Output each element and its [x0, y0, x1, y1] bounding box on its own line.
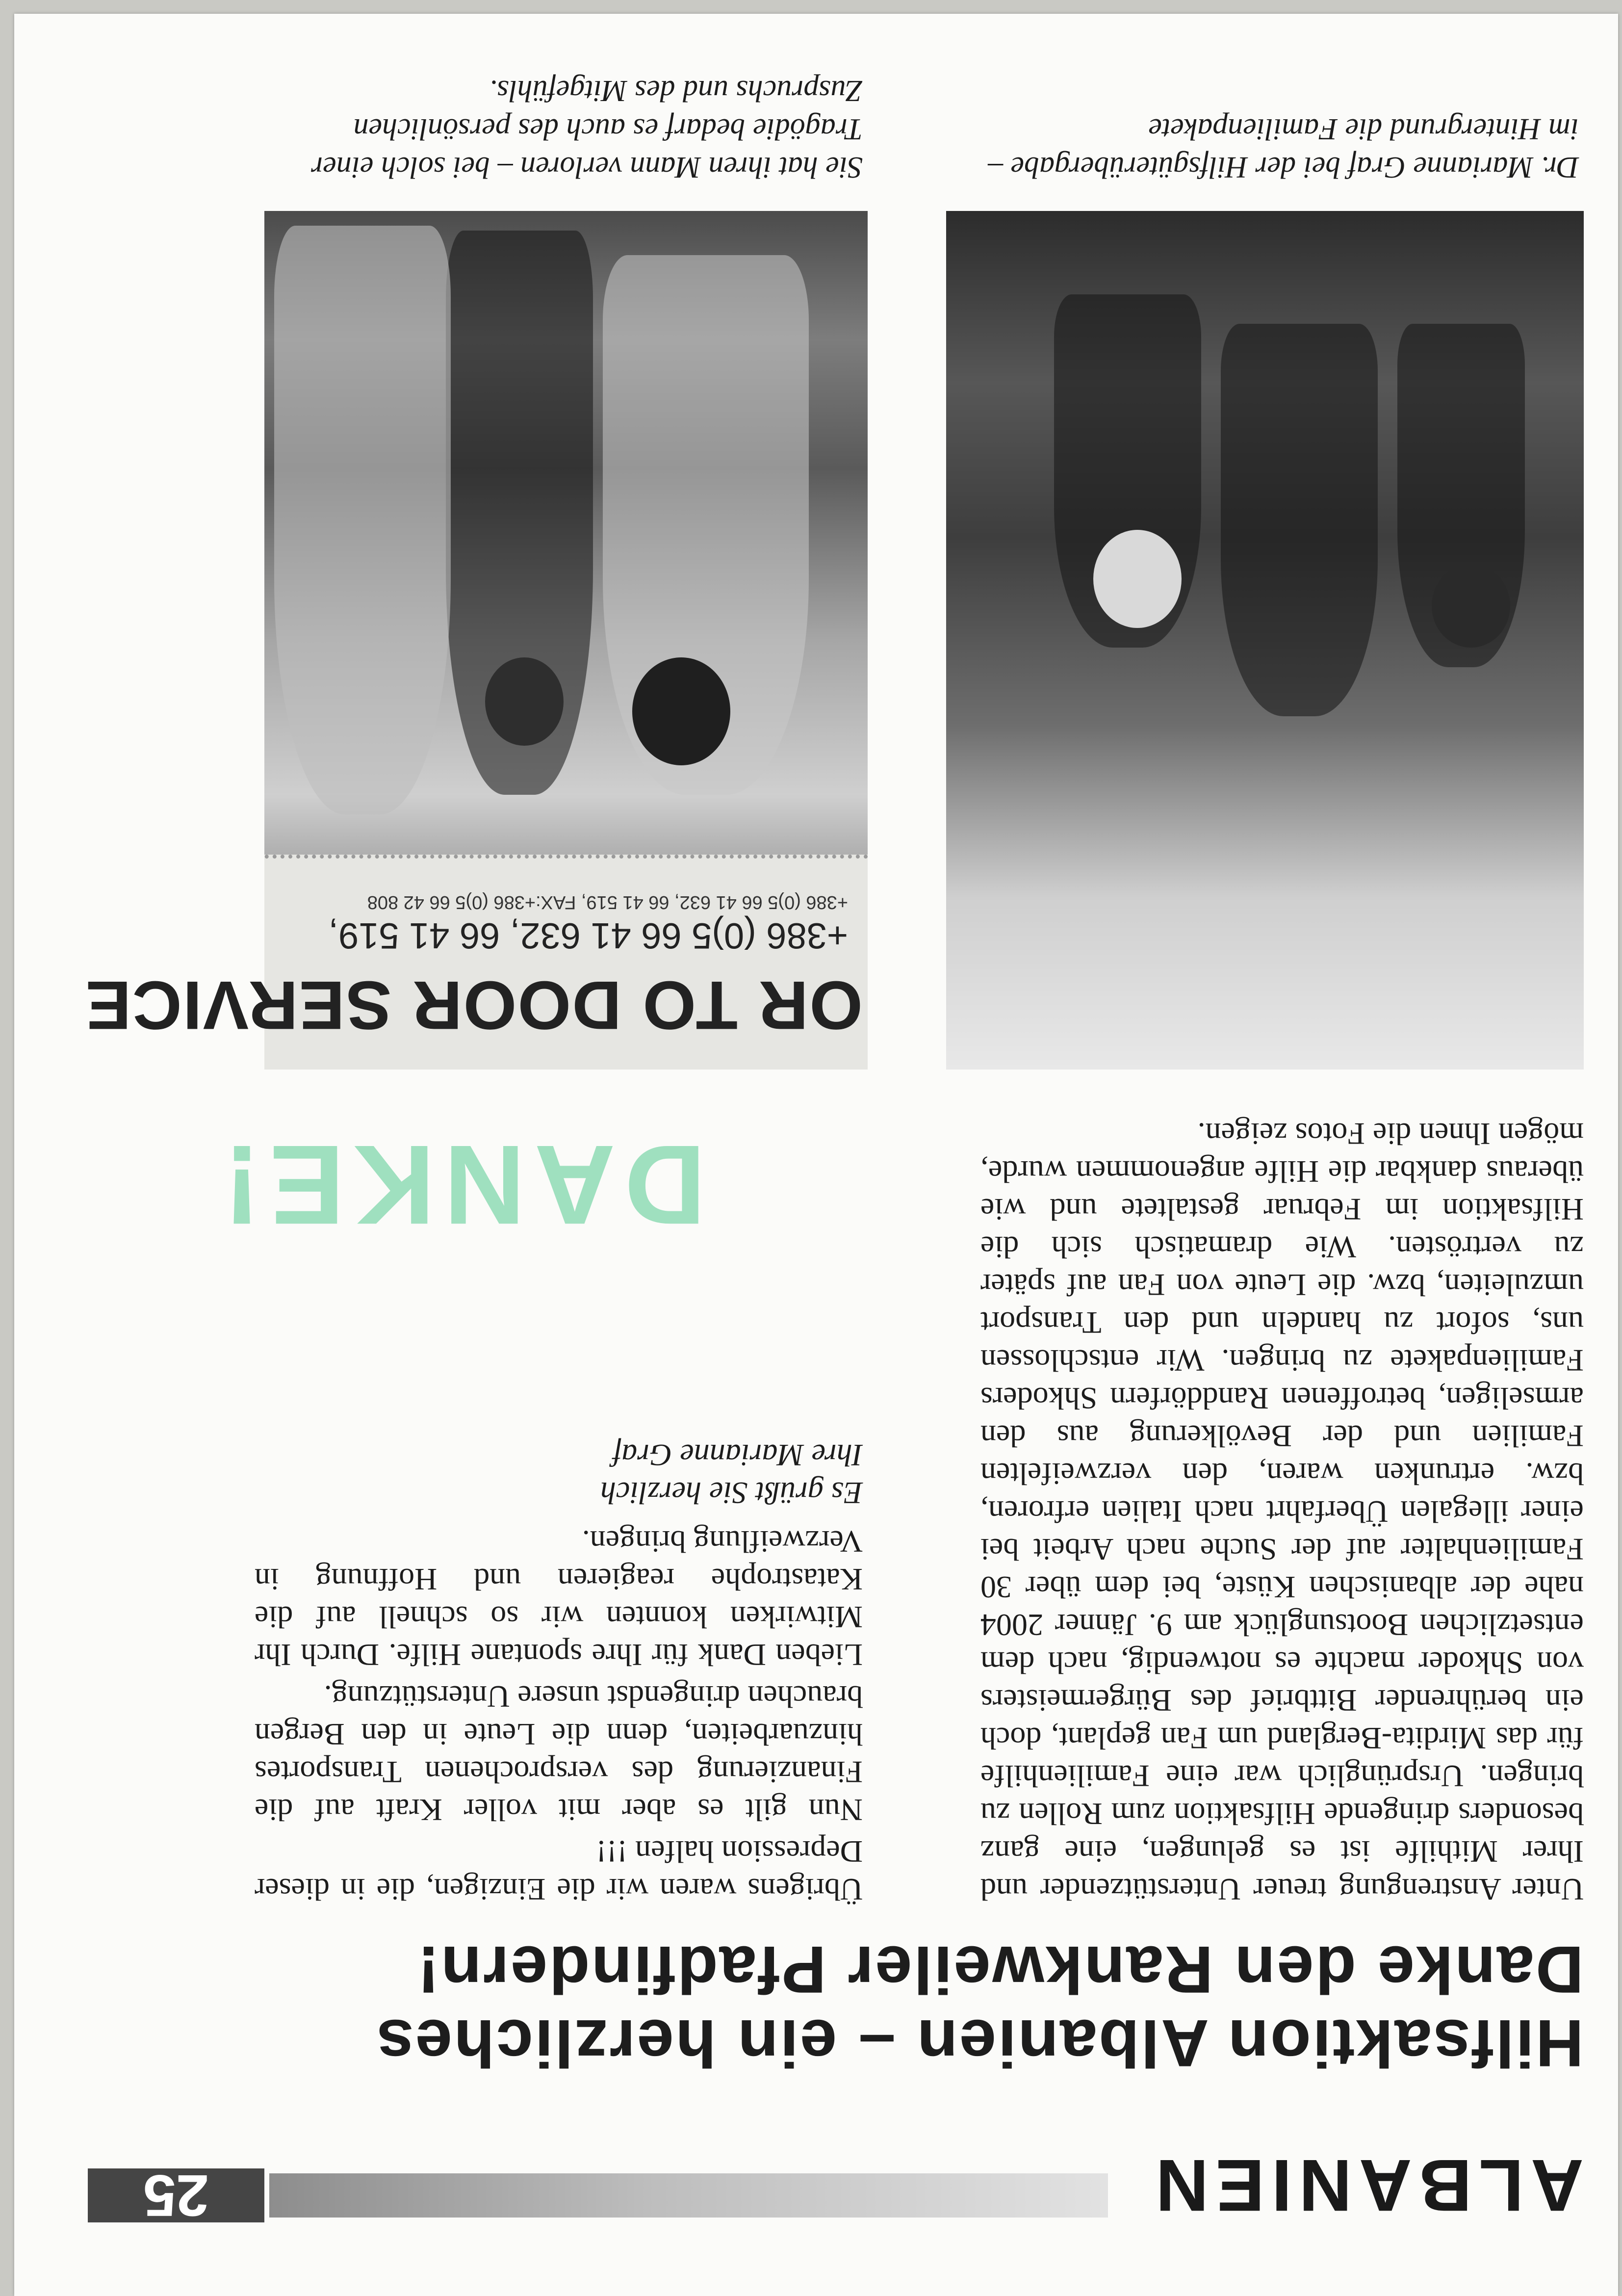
photo-highlight [1093, 530, 1182, 628]
headline-line-1: Hilfsaktion Albanien – ein herzliches [375, 2006, 1584, 2081]
paragraph: Unter Anstrengung treuer Unterstützender und Ihrer Mithilfe ist es gelungen, eine ganz besonders dringende Hilfsaktion zum Rollen zu bringen. Ursprünglich war eine Familienhilfe für das Mirdita-Bergland um Fan geplant, doch ein berührender Bittbrief des Bürgermeisters von Shkoder machte es notwendig, nach dem entsetzlichen Bootsunglück am 9. Jänner 2004 nahe der albanischen Küste, bei dem über 30 Familienhalter auf der Suche nach Arbeit bei einer illegalen Überfahrt nach Italien erfroren, bzw. ertrunken waren, den verzweifelten Familien und der Bevölkerung aus den armseligen, betroffenen Randdörfern Shkoders Familienpakete zu bringen. Wir entschlossen uns, sofort zu handeln und den Transport umzuleiten, bzw. die Leute von Fan auf später zu vertrösten. Wie dramatisch sich die Hilfsaktion im Februar gestaltete und wie überaus dankbar die Hilfe angenommen wurde, mögen Ihnen die Fotos zeigen. [980, 1117, 1584, 1907]
photo-aid-handover [946, 211, 1584, 1070]
magazine-page [14, 14, 1618, 2296]
paragraph: Nun gilt es aber mit voller Kraft auf die Finanzierung des versprochenen Transportes hinzuarbeiten, denn die Leute in den Bergen brauchen dringendst unsere Unterstützung. [255, 1679, 863, 1827]
page-number: 25 [88, 2168, 264, 2222]
truck-side-panel [84, 855, 868, 1070]
article-column-left [980, 1111, 1584, 1908]
danke-heading: DANKE! [214, 1122, 706, 1248]
headline-line-2: Danke den Rankweiler Pfadfindern! [415, 1932, 1584, 2007]
truck-phone-lettering: +386 (0)5 66 41 632, 66 41 519, [328, 915, 848, 956]
section-label: ALBANIEN [1149, 2144, 1584, 2227]
photo-shadow [485, 657, 564, 746]
signoff-name: Ihre Marianne Graf [613, 1438, 863, 1473]
truck-fax-lettering: +386 (0)5 66 41 632, 66 41 519, FAX:+386 (0)5 66 42 808 [367, 892, 848, 913]
article-column-right [255, 1436, 863, 1908]
header-gradient-bar [269, 2173, 1108, 2218]
photo-caption-left: Dr. Marianne Graf bei der Hilfsgüterübergabe – im Hintergrund die Familienpakete [988, 112, 1579, 184]
photo-shadow [1432, 564, 1510, 648]
signoff [255, 1436, 863, 1512]
paragraph: Übrigens waren wir die Einzigen, die in dieser Depression halfen !!! [255, 1834, 863, 1907]
photo-person-shape [1221, 324, 1378, 716]
photo-widow-comfort [84, 211, 868, 1070]
truck-lettering: OR TO DOOR SERVICE [84, 967, 863, 1044]
photo-person-shape [274, 226, 451, 814]
photo-shadow [632, 657, 730, 765]
photo-caption-right: Sie hat ihren Mann verloren – bei solch einer Tragödie bedarf es auch des persönlichen Zuspruchs und des Mitgefühls. [311, 74, 863, 184]
signoff-greeting: Es grüßt Sie herzlich [600, 1476, 863, 1511]
article-headline [112, 1933, 1584, 2080]
paragraph: Lieben Dank für Ihre spontane Hilfe. Durch Ihr Mitwirken konnten wir so schnell auf die Katastrophe reagieren und Hoffnung in Verzweiflung bringen. [255, 1524, 863, 1672]
